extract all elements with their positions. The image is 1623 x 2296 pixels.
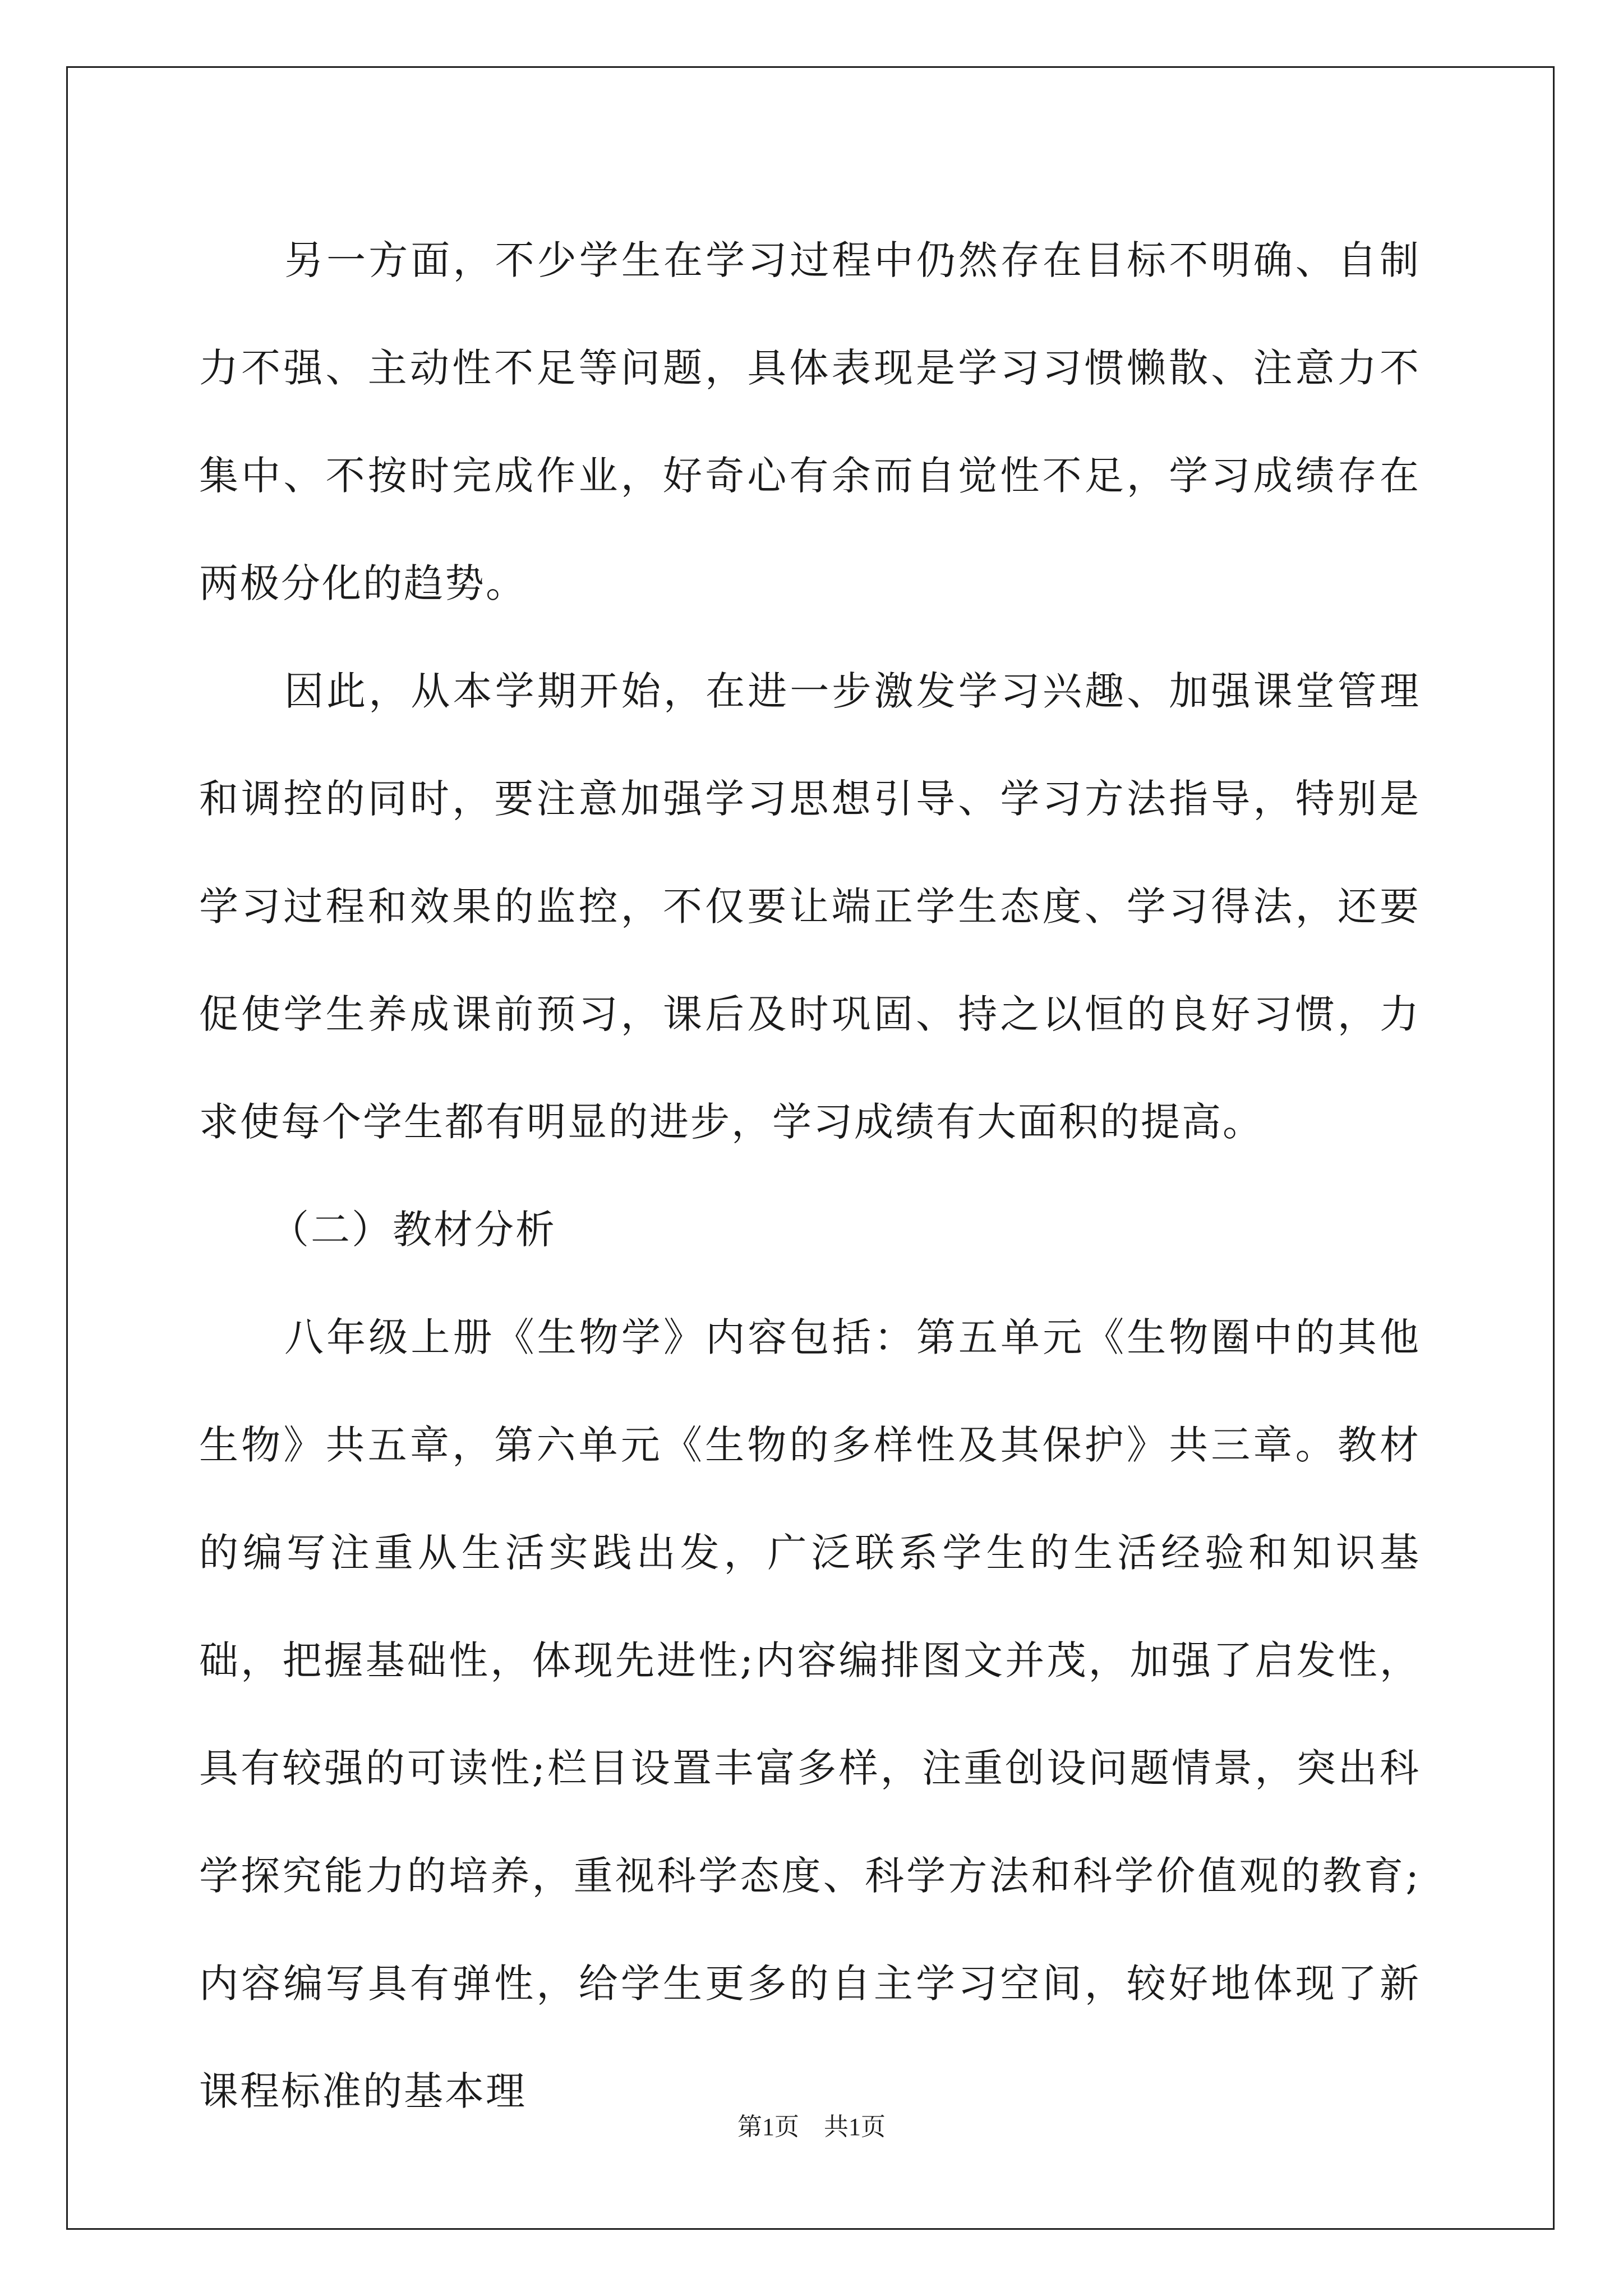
paragraph-textbook-analysis: 八年级上册《生物学》内容包括：第五单元《生物圈中的其他生物》共五章，第六单元《生物的多样性及其保护》共三章。教材的编写注重从生活实践出发，广泛联系学生的生活经验和知识基础，把握基础性，体现先进性;内容编排图文并茂，加强了启发性，具有较强的可读性;栏目设置丰富多样，注重创设问题情景，突出科学探究能力的培养，重视科学态度、科学方法和科学价值观的教育;内容编写具有弹性，给学生更多的自主学习空间，较好地体现了新课程标准的基本理 (199, 1314, 1421, 2114)
document-body (199, 206, 1421, 2145)
paragraph-student-problems: 另一方面，不少学生在学习过程中仍然存在目标不明确、自制力不强、主动性不足等问题，具体表现是学习习惯懒散、注意力不集中、不按时完成作业，好奇心有余而自觉性不足，学习成绩存在两极分化的趋势。 (199, 237, 1421, 606)
section-heading: （二）教材分析 (270, 1207, 556, 1253)
page-footer: 第1页 共1页 (737, 2113, 886, 2141)
paragraph-teaching-measures: 因此，从本学期开始，在进一步激发学习兴趣、加强课堂管理和调控的同时，要注意加强学习思想引导、学习方法指导，特别是学习过程和效果的监控，不仅要让端正学生态度、学习得法，还要促使学生养成课前预习，课后及时巩固、持之以恒的良好习惯，力求使每个学生都有明显的进步，学习成绩有大面积的提高。 (199, 668, 1421, 1145)
